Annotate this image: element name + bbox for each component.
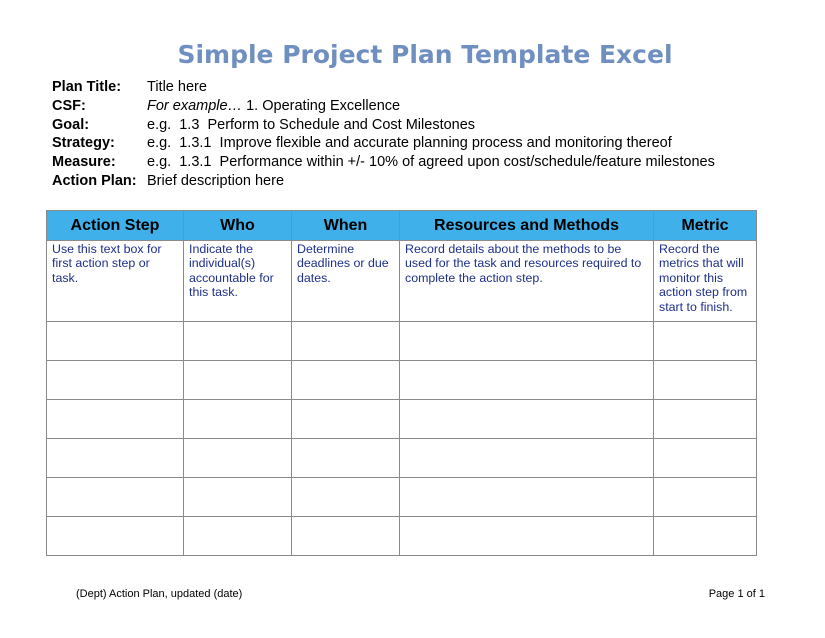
table-cell[interactable] — [654, 322, 757, 361]
strategy-row — [52, 134, 715, 153]
table-cell[interactable] — [654, 439, 757, 478]
header-row — [47, 211, 757, 241]
csf-example-text: For example… — [147, 97, 243, 114]
table-cell[interactable] — [400, 517, 654, 556]
instruction-action-step[interactable]: Use this text box for first action step or task. — [47, 241, 184, 322]
table-cell[interactable] — [47, 439, 184, 478]
document-title: Simple Project Plan Template Excel — [177, 40, 673, 69]
table-cell[interactable] — [292, 439, 400, 478]
table-cell[interactable] — [654, 361, 757, 400]
instruction-metric[interactable]: Record the metrics that will monitor this action step from start to finish. — [654, 241, 757, 322]
goal-value: e.g. 1.3 Perform to Schedule and Cost Milestones — [147, 116, 476, 133]
table-cell[interactable] — [400, 400, 654, 439]
action-plan-value: Brief description here — [147, 172, 285, 189]
instruction-when[interactable]: Determine deadlines or due dates. — [292, 241, 400, 322]
plan-title-row — [52, 78, 715, 97]
action-plan-table — [46, 210, 757, 556]
goal-row — [52, 116, 715, 135]
table-cell[interactable] — [292, 400, 400, 439]
measure-label: Measure: — [52, 154, 116, 171]
table-cell[interactable] — [184, 517, 292, 556]
table-cell[interactable] — [47, 478, 184, 517]
table-row — [47, 478, 757, 517]
header-who: Who — [184, 211, 292, 241]
measure-value: e.g. 1.3.1 Performance within +/- 10% of agreed upon cost/schedule/feature milestones — [147, 154, 715, 171]
instruction-resources-methods[interactable]: Record details about the methods to be used for the task and resources required to complete the action step. — [400, 241, 654, 322]
table-cell[interactable] — [654, 400, 757, 439]
instruction-row — [47, 241, 757, 322]
strategy-value: e.g. 1.3.1 Improve flexible and accurate planning process and monitoring thereof — [147, 135, 672, 152]
action-plan-label: Action Plan: — [52, 172, 137, 189]
plan-details — [52, 78, 715, 191]
table-cell[interactable] — [184, 361, 292, 400]
table-cell[interactable] — [184, 439, 292, 478]
header-metric: Metric — [654, 211, 757, 241]
table-cell[interactable] — [400, 361, 654, 400]
table-cell[interactable] — [47, 361, 184, 400]
table-cell[interactable] — [654, 517, 757, 556]
table-row — [47, 517, 757, 556]
table-cell[interactable] — [292, 478, 400, 517]
csf-value: 1. Operating Excellence — [242, 97, 401, 114]
table-cell[interactable] — [292, 322, 400, 361]
plan-title-label: Plan Title: — [52, 79, 122, 95]
footer-page-number: Page 1 of 1 — [708, 588, 765, 600]
header-when: When — [292, 211, 400, 241]
table-row — [47, 361, 757, 400]
table-cell[interactable] — [47, 517, 184, 556]
header-resources-methods: Resources and Methods — [400, 211, 654, 241]
table-row — [47, 400, 757, 439]
header-action-step: Action Step — [47, 211, 184, 241]
csf-row — [52, 97, 715, 116]
table-row — [47, 322, 757, 361]
instruction-who[interactable]: Indicate the individual(s) accountable for this task. — [184, 241, 292, 322]
plan-title-value: Title here — [147, 79, 207, 95]
table-cell[interactable] — [184, 400, 292, 439]
table-cell[interactable] — [47, 322, 184, 361]
measure-row — [52, 153, 715, 172]
table-cell[interactable] — [184, 322, 292, 361]
csf-label: CSF: — [52, 97, 86, 114]
table-cell[interactable] — [47, 400, 184, 439]
footer-dept-label: (Dept) Action Plan, updated (date) — [76, 588, 243, 600]
table-cell[interactable] — [400, 478, 654, 517]
table-row — [47, 439, 757, 478]
table-cell[interactable] — [400, 439, 654, 478]
table-cell[interactable] — [292, 361, 400, 400]
action-plan-row — [52, 172, 715, 191]
strategy-label: Strategy: — [52, 135, 115, 152]
csf-value-wrap — [147, 97, 400, 116]
table-cell[interactable] — [654, 478, 757, 517]
table-cell[interactable] — [184, 478, 292, 517]
table-cell[interactable] — [400, 322, 654, 361]
goal-label: Goal: — [52, 116, 90, 133]
table-cell[interactable] — [292, 517, 400, 556]
